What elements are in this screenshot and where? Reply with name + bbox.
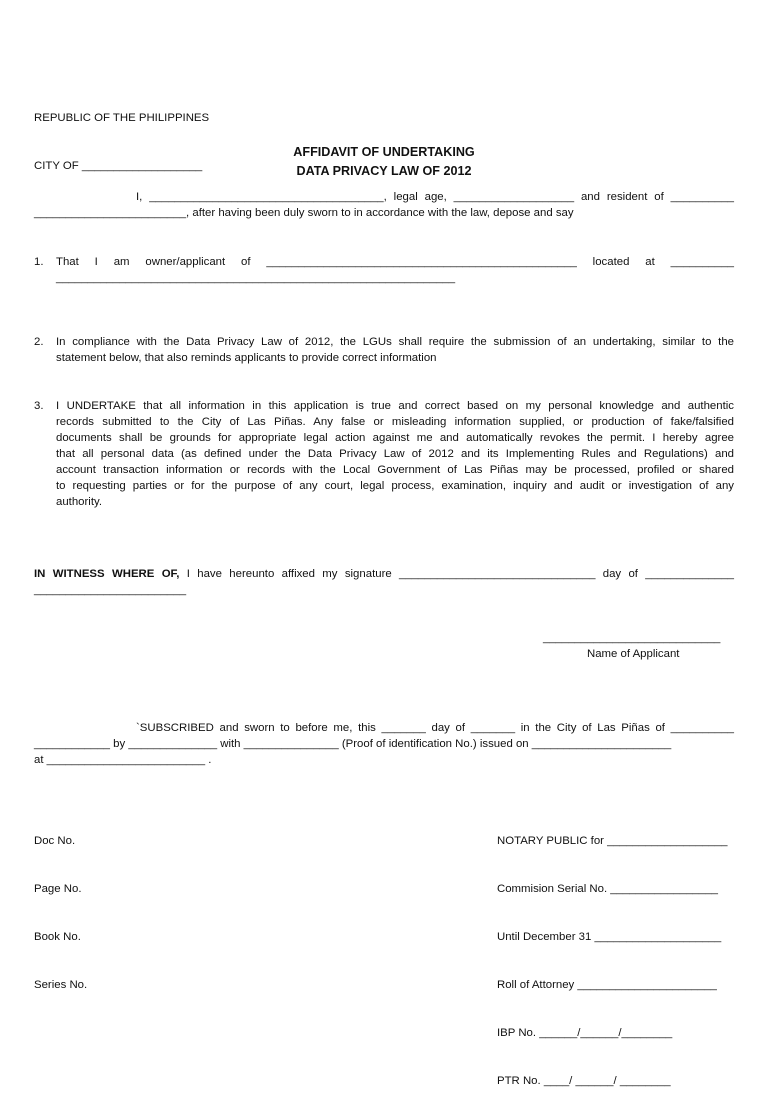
intro-line-2: ________________________, after having been duly sworn to in accordance with the law, depose and say [34, 207, 574, 219]
item-3-line: records submitted to the City of Las Piñas. Any false or misleading information supplied, or production of fake/falsified [56, 416, 734, 428]
item-2-line-2: statement below, that also reminds applicants to provide correct information [56, 352, 437, 364]
item-1-number: 1. [34, 256, 44, 268]
roll-of-attorney-line: Roll of Attorney ______________________ [497, 979, 717, 991]
item-3 [34, 398, 734, 510]
doc-no-label: Doc No. [34, 835, 76, 847]
intro-line-1: I, _____________________________________, legal age, ___________________ and resident of __________ [136, 191, 734, 203]
doc-labels [34, 801, 87, 1009]
subscribed-line-2: ____________ by ______________ with _______________ (Proof of identification No.) issued on ______________________ [34, 738, 672, 750]
signature-line: ____________________________ [543, 632, 721, 644]
ibp-no-line: IBP No. ______/______/________ [497, 1027, 673, 1039]
item-3-line: that all personal data (as defined under the Data Privacy Law of 2012 and its Implementing Rules and Regulations) and [56, 448, 734, 460]
item-1-line-2: _______________________________________________________________ [56, 272, 456, 284]
item-2-number: 2. [34, 336, 44, 348]
subscribed-line-1: `SUBSCRIBED and sworn to before me, this _______ day of _______ in the City of Las Piñas of __________ [136, 722, 734, 734]
item-3-number: 3. [34, 400, 44, 412]
item-2 [34, 334, 734, 366]
subscribed-line-3: at _________________________ . [34, 754, 212, 766]
notary-public-line: NOTARY PUBLIC for ___________________ [497, 835, 728, 847]
book-no-label: Book No. [34, 931, 81, 943]
document-subtitle: DATA PRIVACY LAW OF 2012 [296, 164, 472, 178]
page-no-label: Page No. [34, 883, 82, 895]
republic-line: REPUBLIC OF THE PHILIPPINES [34, 112, 210, 124]
item-3-line: to requesting parties or for the purpose of any court, legal process, examination, inquiry and audit or investigation of any [56, 480, 734, 492]
witness-line-1 [34, 566, 734, 582]
city-line: CITY OF ___________________ [34, 160, 203, 172]
ptr-no-line: PTR No. ____/ ______/ ________ [497, 1075, 671, 1087]
document-title: AFFIDAVIT OF UNDERTAKING [293, 145, 475, 159]
item-1-line-1: That I am owner/applicant of _________________________________________________ located at __________ [56, 256, 734, 268]
item-3-line: account transaction information or records with the Local Government of Las Piñas may be processed, profiled or shared [56, 464, 734, 476]
item-3-line: documents shall be grounds for appropriate legal action against me and automatically revokes the permit. I hereby agree [56, 432, 734, 444]
item-3-line: I UNDERTAKE that all information in this application is true and correct based on my personal knowledge and authentic [56, 400, 734, 412]
commission-serial-line: Commision Serial No. _________________ [497, 883, 718, 895]
witness-line-2: ________________________ [34, 584, 187, 596]
notary-block [497, 801, 728, 1105]
item-3-line: authority. [56, 496, 103, 508]
witness-text: I have hereunto affixed my signature _______________________________ day of ______________ [179, 568, 734, 580]
item-1 [34, 254, 734, 286]
until-december-line: Until December 31 ____________________ [497, 931, 722, 943]
signature-label: Name of Applicant [587, 648, 680, 660]
item-2-line-1: In compliance with the Data Privacy Law of 2012, the LGUs shall require the submission of an undertaking, similar to the [56, 336, 734, 348]
witness-heading: IN WITNESS WHERE OF, [34, 568, 180, 580]
series-no-label: Series No. [34, 979, 88, 991]
